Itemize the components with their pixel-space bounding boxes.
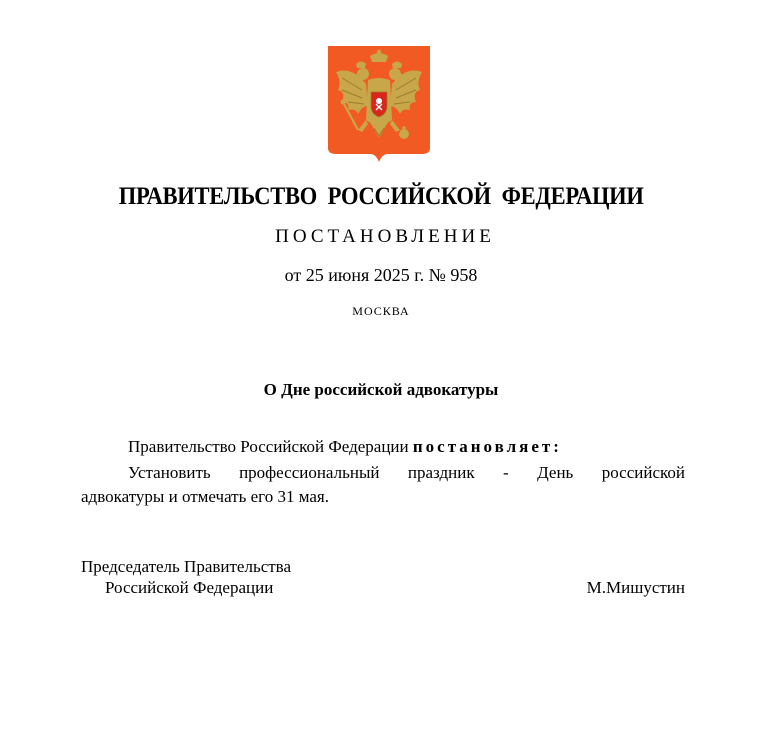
body-text-line-2: адвокатуры и отмечать его 31 мая. xyxy=(81,487,329,506)
document-subject: О Дне российской адвокатуры xyxy=(263,380,499,399)
signatory-name: М.Мишустин xyxy=(586,578,685,597)
body-text-line-1: Установить профессиональный праздник - День российской xyxy=(128,463,685,482)
preamble-paragraph xyxy=(128,437,562,457)
signatory-role-line-1: Председатель Правительства xyxy=(81,557,292,576)
preamble-text: Правительство Российской Федерации xyxy=(128,437,413,456)
document-city: МОСКВА xyxy=(352,304,410,318)
resolves-keyword: постановляет: xyxy=(412,437,562,456)
document-type: ПОСТАНОВЛЕНИЕ xyxy=(275,226,495,247)
coat-of-arms-icon xyxy=(328,46,430,162)
signatory-role-line-2: Российской Федерации xyxy=(105,578,274,597)
government-title: ПРАВИТЕЛЬСТВО РОССИЙСКОЙ ФЕДЕРАЦИИ xyxy=(118,183,644,210)
document-date-number: от 25 июня 2025 г. № 958 xyxy=(284,265,478,285)
